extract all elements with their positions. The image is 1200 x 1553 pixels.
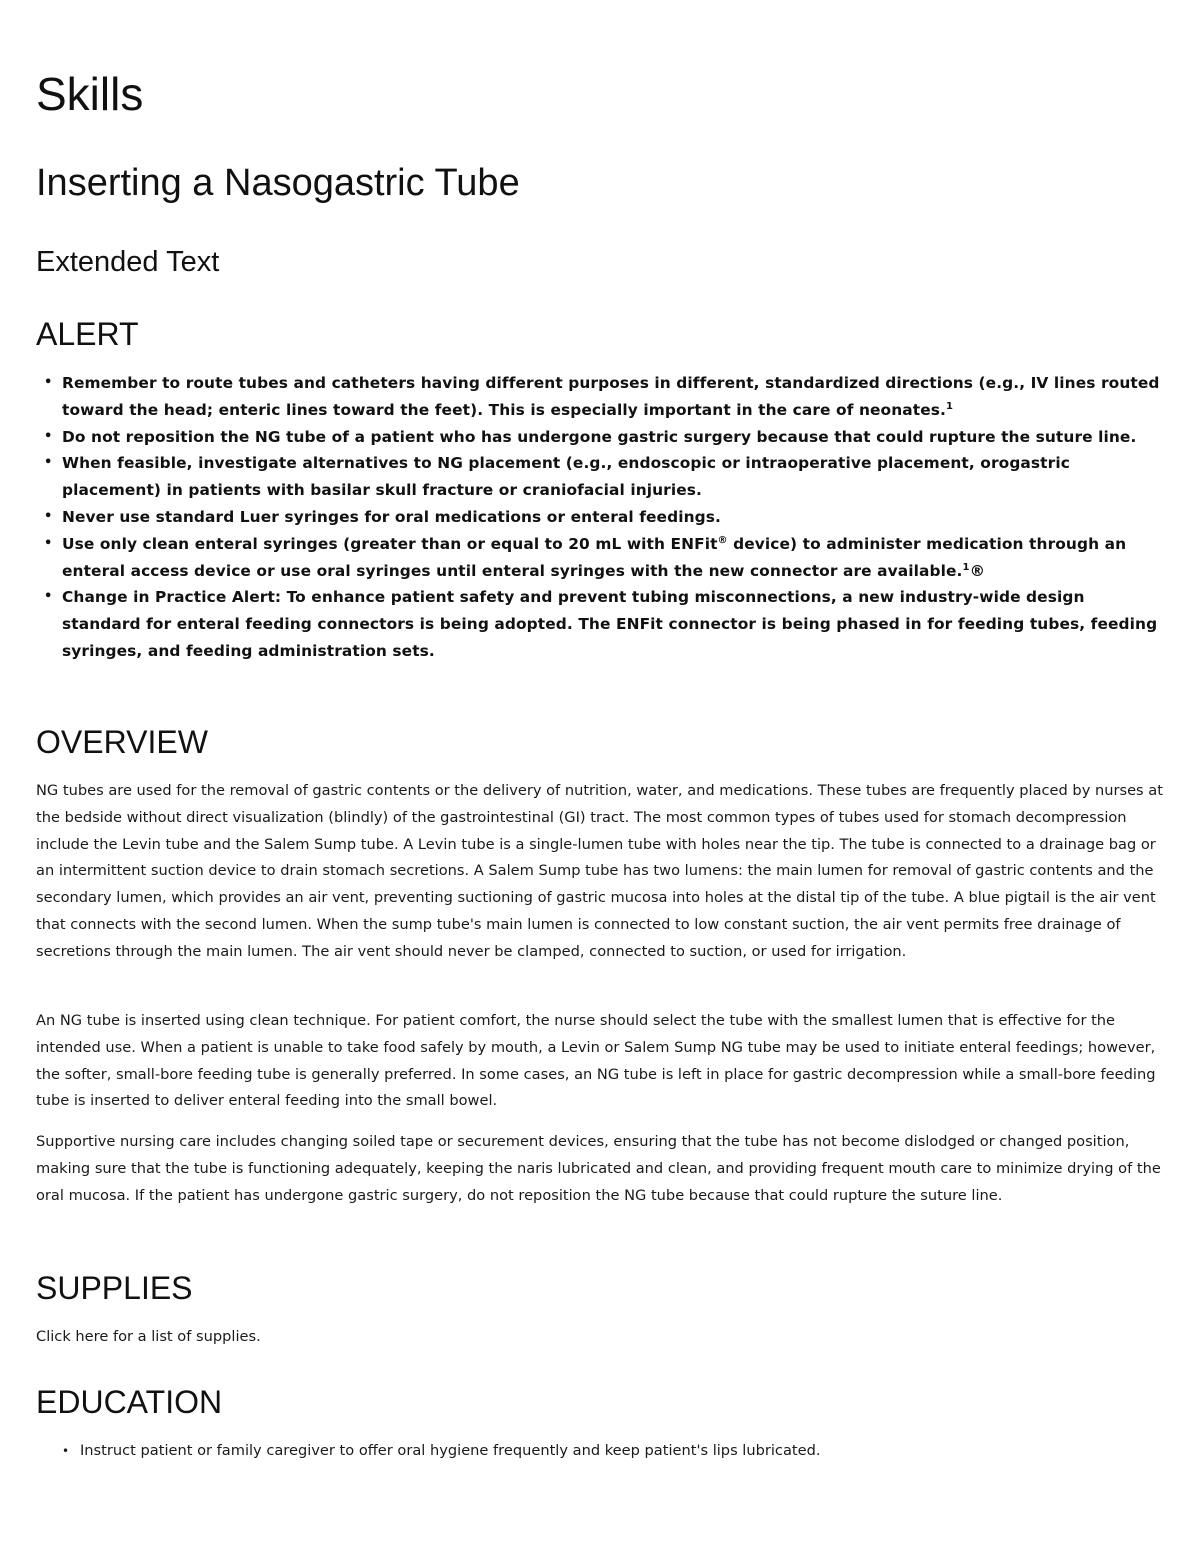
bullet-icon: • (44, 535, 53, 551)
overview-paragraph: An NG tube is inserted using clean technique. For patient comfort, the nurse should select the tube with the smallest lumen that is effective for the intended use. When a patient is unable to take food safely by mouth, a Levin or Salem Sump NG tube may be used to initiate enteral feedings; however, the softer, small-bore feeding tube is generally preferred. In some cases, an NG tube is left in place for gastric decompression while a small-bore feeding tube is inserted to deliver enteral feeding into the small bowel. (36, 1012, 1156, 1110)
supplies-link[interactable]: Click here for a list of supplies. (36, 1328, 261, 1345)
alert-item (36, 424, 1166, 451)
overview-heading: OVERVIEW (36, 724, 208, 760)
alert-item (36, 584, 1166, 664)
footnote-ref[interactable]: 1 (962, 561, 970, 573)
footnote-ref[interactable]: 1 (945, 400, 954, 412)
education-item (36, 1438, 1166, 1465)
education-list (36, 1438, 1166, 1465)
supplies-heading: SUPPLIES (36, 1270, 193, 1306)
bullet-icon: • (44, 428, 53, 444)
alert-list (36, 370, 1166, 665)
alert-item-text: Do not reposition the NG tube of a patient who has undergone gastric surgery because that could rupture the suture line. (62, 427, 1137, 446)
overview-paragraph: Supportive nursing care includes changing soiled tape or securement devices, ensuring that the tube has not become dislodged or changed position, making sure that the tube is functioning adequately, keeping the naris lubricated and clean, and providing frequent mouth care to minimize drying of the oral mucosa. If the patient has undergone gastric surgery, do not reposition the NG tube because that could rupture the suture line. (36, 1133, 1161, 1204)
alert-item (36, 504, 1166, 531)
bullet-icon: • (44, 589, 53, 605)
alert-item-text: Remember to route tubes and catheters having different purposes in different, standardized directions (e.g., IV lines routed toward the head; enteric lines toward the feet). This is especially important in the care of neonates. (62, 374, 1160, 419)
bullet-icon: • (62, 1444, 70, 1458)
alert-item-text-continued: device) to administer medication through an enteral access device or use oral syringes until enteral syringes with the new connector are available. (62, 534, 1127, 580)
alert-item-text-end: ® (969, 561, 986, 580)
alert-heading: ALERT (36, 316, 139, 352)
alert-item (36, 531, 1166, 585)
bullet-icon: • (44, 375, 53, 390)
alert-item (36, 450, 1166, 504)
education-heading: EDUCATION (36, 1384, 223, 1420)
bullet-icon: • (44, 455, 53, 471)
section-subtitle: Extended Text (36, 246, 220, 278)
bullet-icon: • (44, 508, 53, 524)
page-title: Skills (36, 68, 144, 120)
alert-item-text: Never use standard Luer syringes for oral medications or enteral feedings. (62, 507, 721, 526)
alert-item-text: Use only clean enteral syringes (greater than or equal to 20 mL with ENFit (62, 534, 718, 553)
alert-item (36, 370, 1166, 424)
alert-item-text: Change in Practice Alert: To enhance patient safety and prevent tubing misconnections, a new industry-wide design standard for enteral feeding connectors is being adopted. The ENFit connector is being phased in for feeding tubes, feeding syringes, and feeding administration sets. (62, 588, 1158, 660)
skill-title: Inserting a Nasogastric Tube (36, 162, 520, 204)
education-item-text: Instruct patient or family caregiver to offer oral hygiene frequently and keep patient's lips lubricated. (80, 1442, 821, 1459)
alert-item-text: When feasible, investigate alternatives to NG placement (e.g., endoscopic or intraoperative placement, orogastric placement) in patients with basilar skull fracture or craniofacial injuries. (62, 454, 1070, 500)
registered-mark: ® (717, 534, 728, 546)
overview-paragraph: NG tubes are used for the removal of gastric contents or the delivery of nutrition, water, and medications. These tubes are frequently placed by nurses at the bedside without direct visualization (blindly) of the gastrointestinal (GI) tract. The most common types of tubes used for stomach decompression include the Levin tube and the Salem Sump tube. A Levin tube is a single-lumen tube with holes near the tip. The tube is connected to a drainage bag or an intermittent suction device to drain stomach secretions. A Salem Sump tube has two lumens: the main lumen for removal of gastric contents and the secondary lumen, which provides an air vent, preventing suctioning of gastric mucosa into holes at the distal tip of the tube. A blue pigtail is the air vent that connects with the second lumen. When the sump tube's main lumen is connected to low constant suction, the air vent permits free drainage of secretions through the main lumen. The air vent should never be clamped, connected to suction, or used for irrigation. (36, 782, 1163, 960)
